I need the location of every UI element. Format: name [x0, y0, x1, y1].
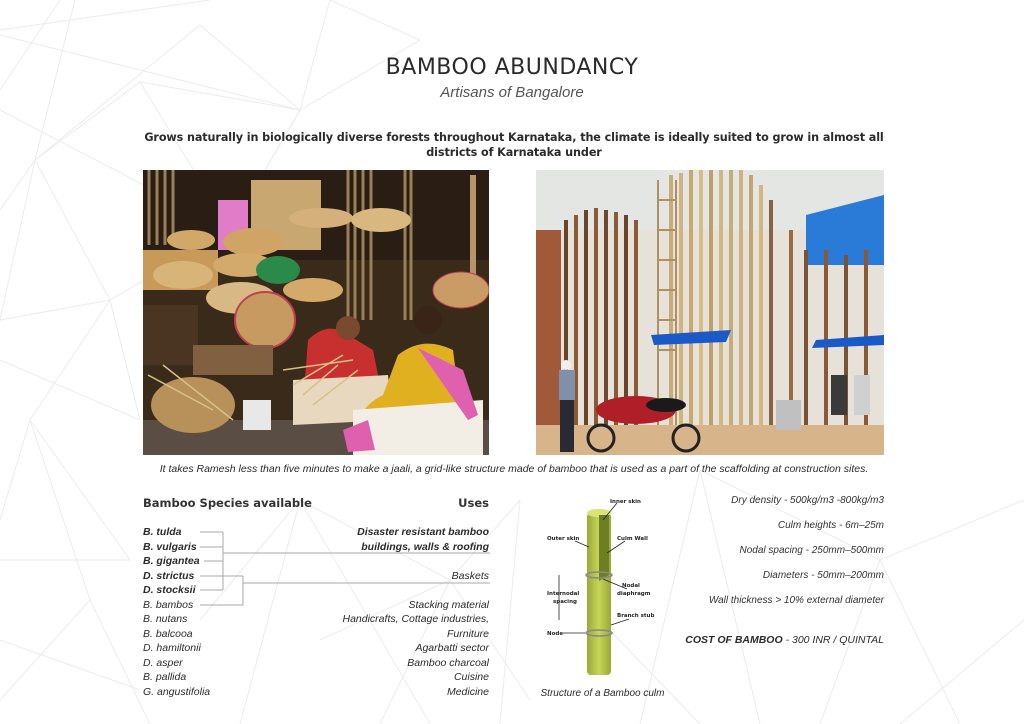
- species-item: B. balcooa: [143, 627, 193, 640]
- species-item: B. nutans: [143, 613, 188, 625]
- use-item: Baskets: [451, 569, 489, 582]
- label-spacing: spacing: [553, 599, 577, 605]
- label-branch-stub: Branch stub: [617, 613, 655, 619]
- bamboo-properties: [664, 494, 884, 619]
- property-diameters: Diameters - 50mm–200mm: [762, 570, 884, 581]
- intro-paragraph: Grows naturally in biologically diverse forests throughout Karnataka, the climate is ideally suited to grow in almost all districts of Karnataka under: [144, 131, 884, 159]
- property-nodal-spacing: Nodal spacing - 250mm–500mm: [739, 545, 884, 556]
- use-item: Stacking material: [408, 598, 489, 611]
- use-item: Bamboo charcoal: [407, 656, 489, 669]
- label-nodal: Nodal: [622, 583, 640, 589]
- species-item: B. bambos: [143, 598, 194, 611]
- species-item: D. stocksii: [143, 584, 196, 596]
- cost-value: - 300 INR / QUINTAL: [782, 634, 884, 646]
- cost-of-bamboo: [685, 634, 884, 646]
- label-diaphragm: diaphragm: [617, 591, 651, 597]
- species-heading: Bamboo Species available: [143, 496, 312, 510]
- uses-heading: Uses: [458, 496, 489, 510]
- label-culm-wall: Culm Wall: [617, 536, 648, 542]
- label-internodal: Internodal: [547, 591, 580, 597]
- use-item: buildings, walls & roofing: [361, 540, 489, 553]
- label-outer-skin: Outer skin: [547, 536, 580, 542]
- use-item: Disaster resistant bamboo: [357, 526, 489, 538]
- page-title: BAMBOO ABUNDANCY: [385, 55, 639, 80]
- property-wall-thickness: Wall thickness > 10% external diameter: [708, 595, 884, 606]
- species-item: B. vulgaris: [143, 540, 197, 553]
- use-item: Furniture: [446, 627, 489, 640]
- species-item: D. asper: [143, 656, 183, 669]
- page-subtitle: Artisans of Bangalore: [440, 84, 584, 101]
- use-item: Handicrafts, Cottage industries,: [342, 613, 489, 625]
- use-item: Agarbatti sector: [415, 642, 489, 654]
- species-item: D. hamiltonii: [143, 642, 201, 654]
- species-item: B. tulda: [143, 526, 182, 538]
- species-item: D. strictus: [143, 569, 195, 582]
- label-inner-skin: Inner skin: [610, 499, 641, 505]
- photo-bamboo-market: [536, 170, 884, 455]
- species-item: G. angustifolia: [143, 685, 211, 698]
- property-dry-density: Dry density - 500kg/m3 -800kg/m3: [731, 495, 884, 506]
- label-node: Node: [547, 631, 564, 637]
- photo-caption: It takes Ramesh less than five minutes to make a jaali, a grid-like structure made of bamboo that is used as a part of the scaffolding at construction sites.: [159, 463, 869, 475]
- species-list: [143, 525, 210, 699]
- use-item: Medicine: [446, 685, 489, 698]
- use-item: Cuisine: [453, 671, 489, 683]
- photo-basket-weavers: [143, 170, 489, 455]
- species-item: B. pallida: [143, 671, 187, 683]
- species-item: B. gigantea: [143, 555, 200, 567]
- property-culm-heights: Culm heights - 6m–25m: [777, 520, 884, 531]
- culm-caption: Structure of a Bamboo culm: [540, 688, 665, 699]
- cost-label: COST OF BAMBOO: [685, 634, 783, 646]
- bamboo-culm-diagram: [545, 495, 675, 680]
